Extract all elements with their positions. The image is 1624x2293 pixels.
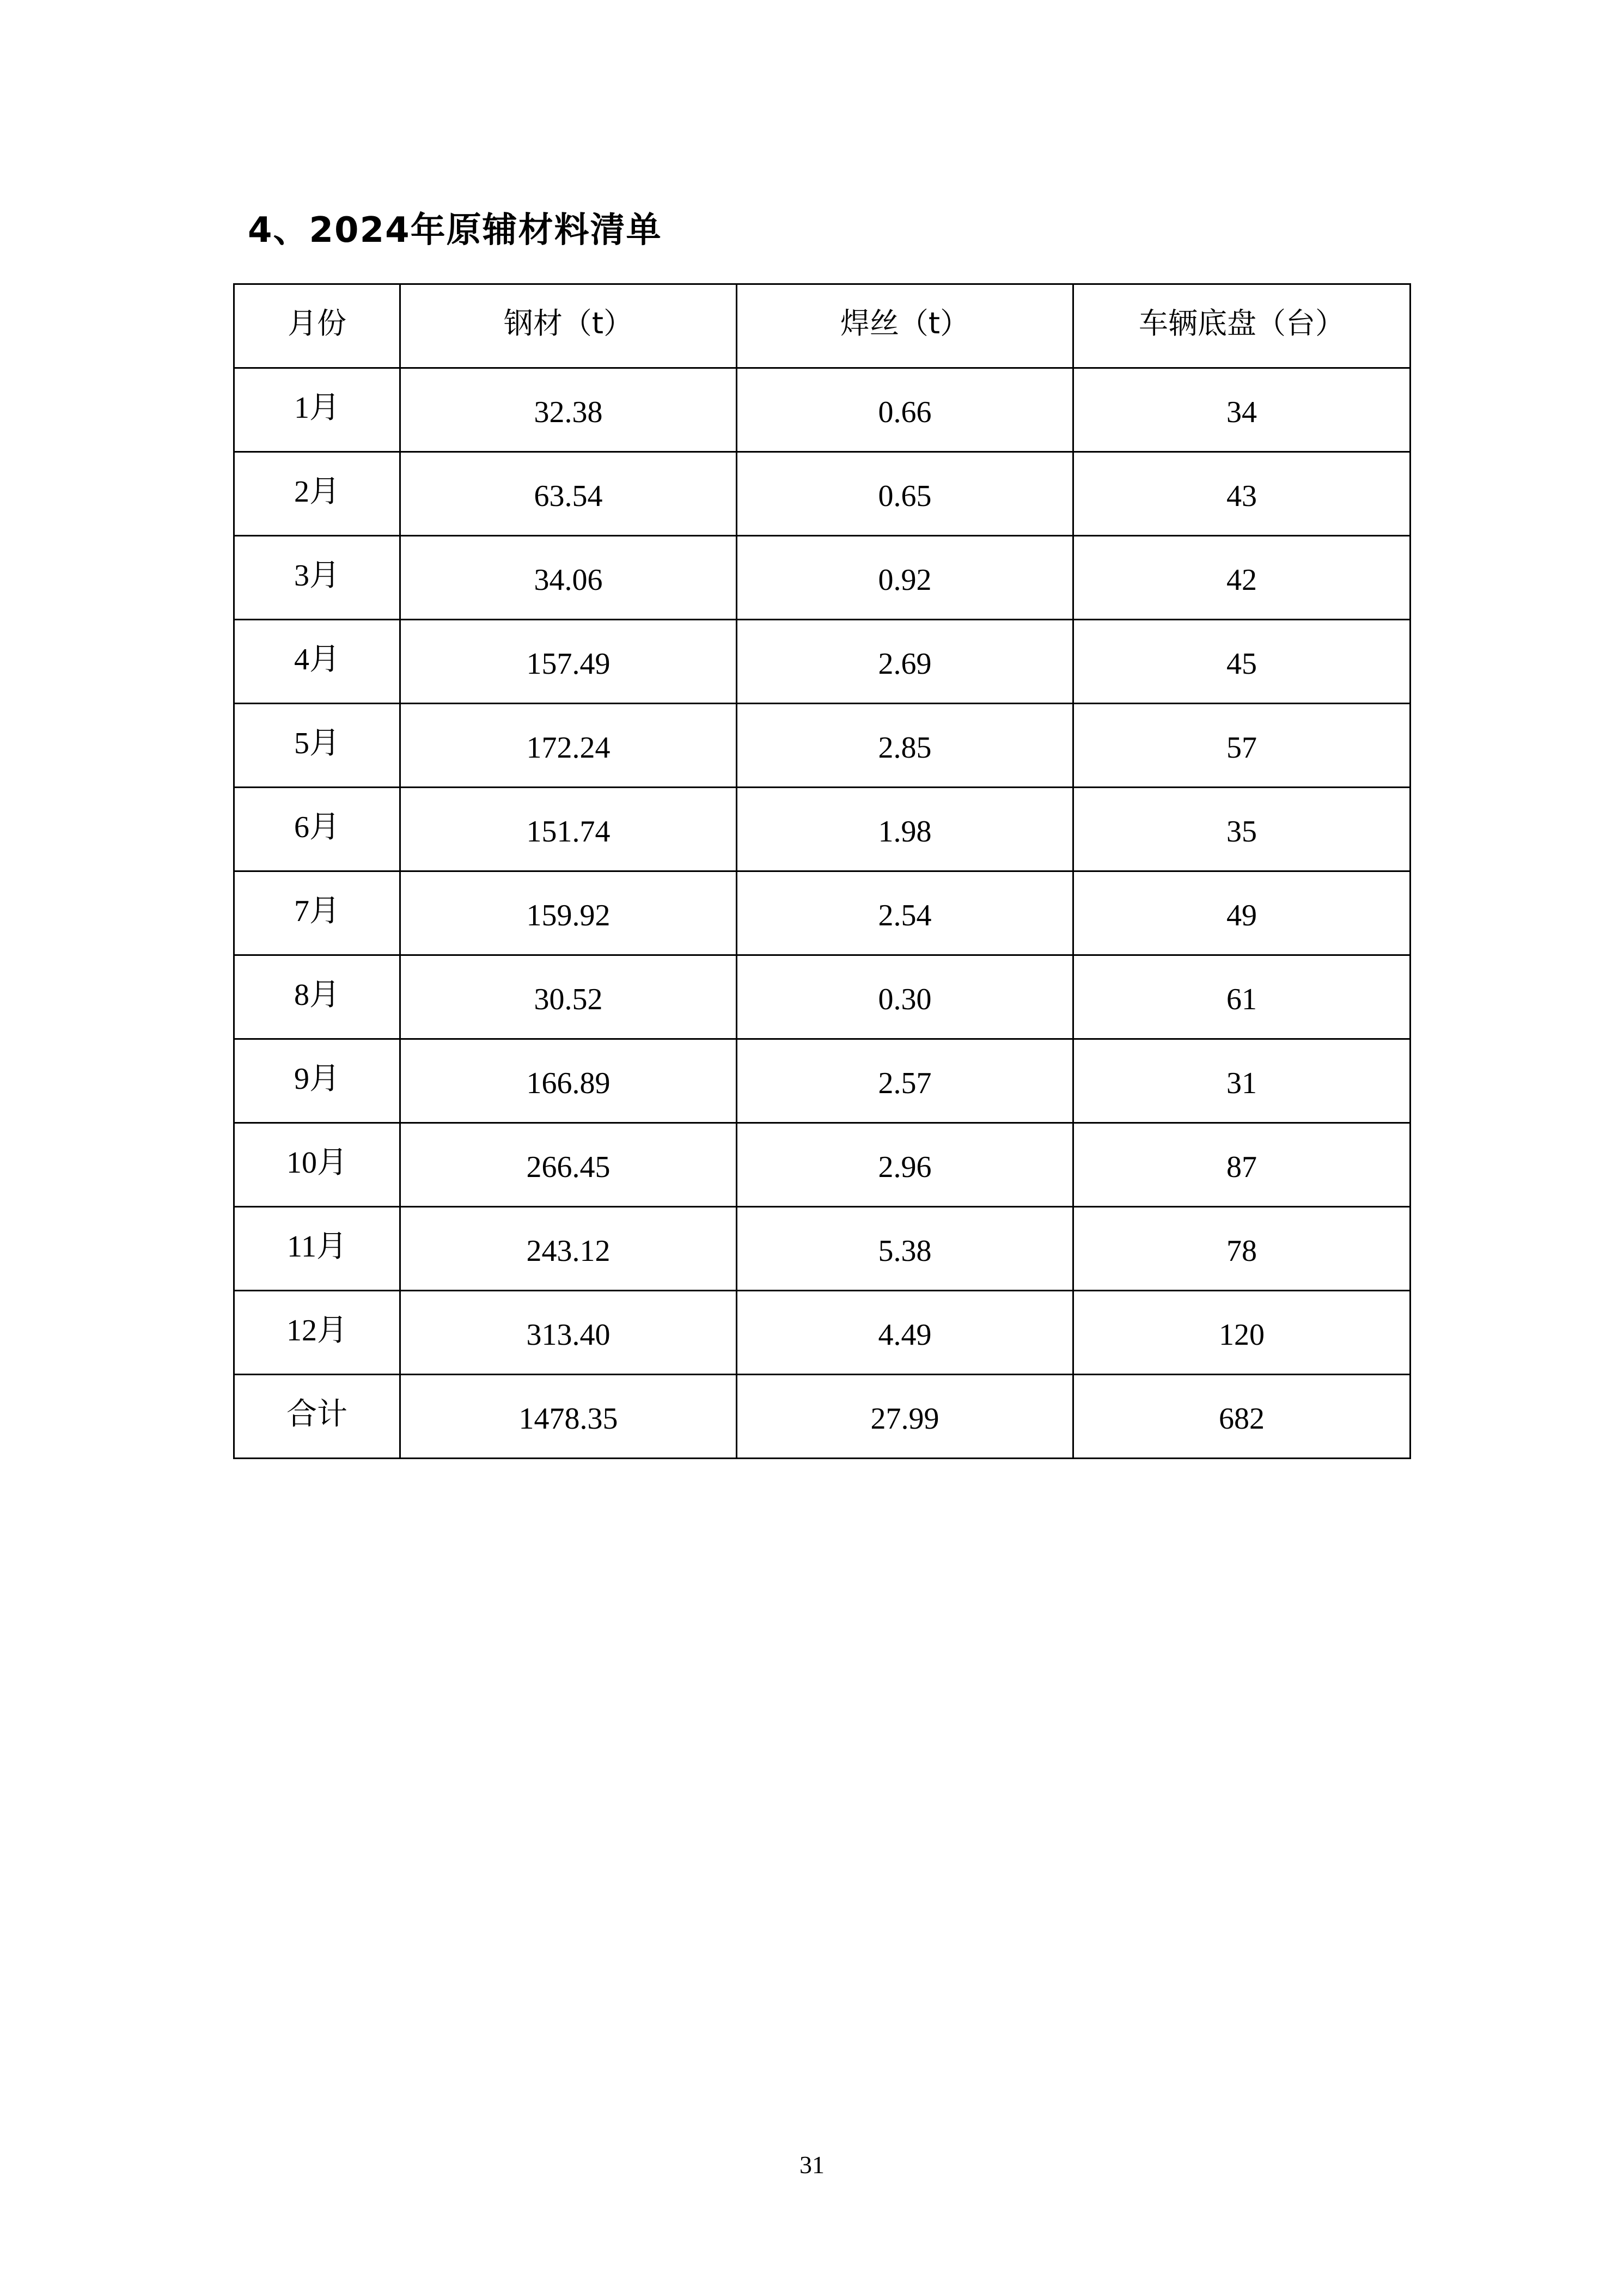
welding-wire-cell: 2.57 xyxy=(737,1039,1073,1123)
month-cell: 11月 xyxy=(234,1207,400,1291)
chassis-cell: 35 xyxy=(1073,788,1411,871)
table-row xyxy=(234,704,1411,788)
table-row xyxy=(234,871,1411,955)
welding-wire-cell: 0.65 xyxy=(737,452,1073,536)
month-cell: 2月 xyxy=(234,452,400,536)
header-month: 月份 xyxy=(234,284,400,368)
month-cell: 5月 xyxy=(234,704,400,788)
welding-wire-cell: 2.96 xyxy=(737,1123,1073,1207)
chassis-cell: 61 xyxy=(1073,955,1411,1039)
welding-wire-cell: 0.66 xyxy=(737,368,1073,452)
steel-cell: 243.12 xyxy=(400,1207,737,1291)
month-cell: 12月 xyxy=(234,1291,400,1375)
table-row xyxy=(234,1039,1411,1123)
steel-cell: 32.38 xyxy=(400,368,737,452)
page-number: 31 xyxy=(799,2151,825,2179)
table-body xyxy=(234,368,1411,1459)
table-row xyxy=(234,1207,1411,1291)
chassis-cell: 57 xyxy=(1073,704,1411,788)
steel-cell: 63.54 xyxy=(400,452,737,536)
chassis-cell: 42 xyxy=(1073,536,1411,620)
steel-cell: 157.49 xyxy=(400,620,737,704)
chassis-cell: 45 xyxy=(1073,620,1411,704)
welding-wire-cell: 0.30 xyxy=(737,955,1073,1039)
header-welding-wire: 焊丝（t） xyxy=(737,284,1073,368)
steel-cell: 166.89 xyxy=(400,1039,737,1123)
welding-wire-cell: 2.85 xyxy=(737,704,1073,788)
table-row xyxy=(234,1123,1411,1207)
chassis-cell: 682 xyxy=(1073,1375,1411,1459)
welding-wire-cell: 4.49 xyxy=(737,1291,1073,1375)
month-cell: 6月 xyxy=(234,788,400,871)
chassis-cell: 34 xyxy=(1073,368,1411,452)
steel-cell: 151.74 xyxy=(400,788,737,871)
month-cell: 4月 xyxy=(234,620,400,704)
steel-cell: 30.52 xyxy=(400,955,737,1039)
total-row xyxy=(234,1375,1411,1459)
month-cell: 8月 xyxy=(234,955,400,1039)
table-row xyxy=(234,452,1411,536)
table-row xyxy=(234,955,1411,1039)
chassis-cell: 78 xyxy=(1073,1207,1411,1291)
month-cell: 10月 xyxy=(234,1123,400,1207)
table-row xyxy=(234,620,1411,704)
chassis-cell: 31 xyxy=(1073,1039,1411,1123)
steel-cell: 172.24 xyxy=(400,704,737,788)
month-cell: 合计 xyxy=(234,1375,400,1459)
month-cell: 3月 xyxy=(234,536,400,620)
month-cell: 7月 xyxy=(234,871,400,955)
chassis-cell: 87 xyxy=(1073,1123,1411,1207)
welding-wire-cell: 2.54 xyxy=(737,871,1073,955)
chassis-cell: 120 xyxy=(1073,1291,1411,1375)
table-row xyxy=(234,368,1411,452)
steel-cell: 159.92 xyxy=(400,871,737,955)
steel-cell: 266.45 xyxy=(400,1123,737,1207)
header-steel: 钢材（t） xyxy=(400,284,737,368)
month-cell: 9月 xyxy=(234,1039,400,1123)
table-row xyxy=(234,788,1411,871)
steel-cell: 34.06 xyxy=(400,536,737,620)
table-row xyxy=(234,1291,1411,1375)
welding-wire-cell: 27.99 xyxy=(737,1375,1073,1459)
page-title: 4、2024年原辅材料清单 xyxy=(248,210,662,251)
welding-wire-cell: 2.69 xyxy=(737,620,1073,704)
welding-wire-cell: 5.38 xyxy=(737,1207,1073,1291)
chassis-cell: 49 xyxy=(1073,871,1411,955)
header-vehicle-chassis: 车辆底盘（台） xyxy=(1073,284,1411,368)
steel-cell: 1478.35 xyxy=(400,1375,737,1459)
welding-wire-cell: 0.92 xyxy=(737,536,1073,620)
materials-table xyxy=(233,283,1411,1459)
steel-cell: 313.40 xyxy=(400,1291,737,1375)
month-cell: 1月 xyxy=(234,368,400,452)
chassis-cell: 43 xyxy=(1073,452,1411,536)
table-row xyxy=(234,536,1411,620)
table-header-row xyxy=(234,284,1411,368)
welding-wire-cell: 1.98 xyxy=(737,788,1073,871)
